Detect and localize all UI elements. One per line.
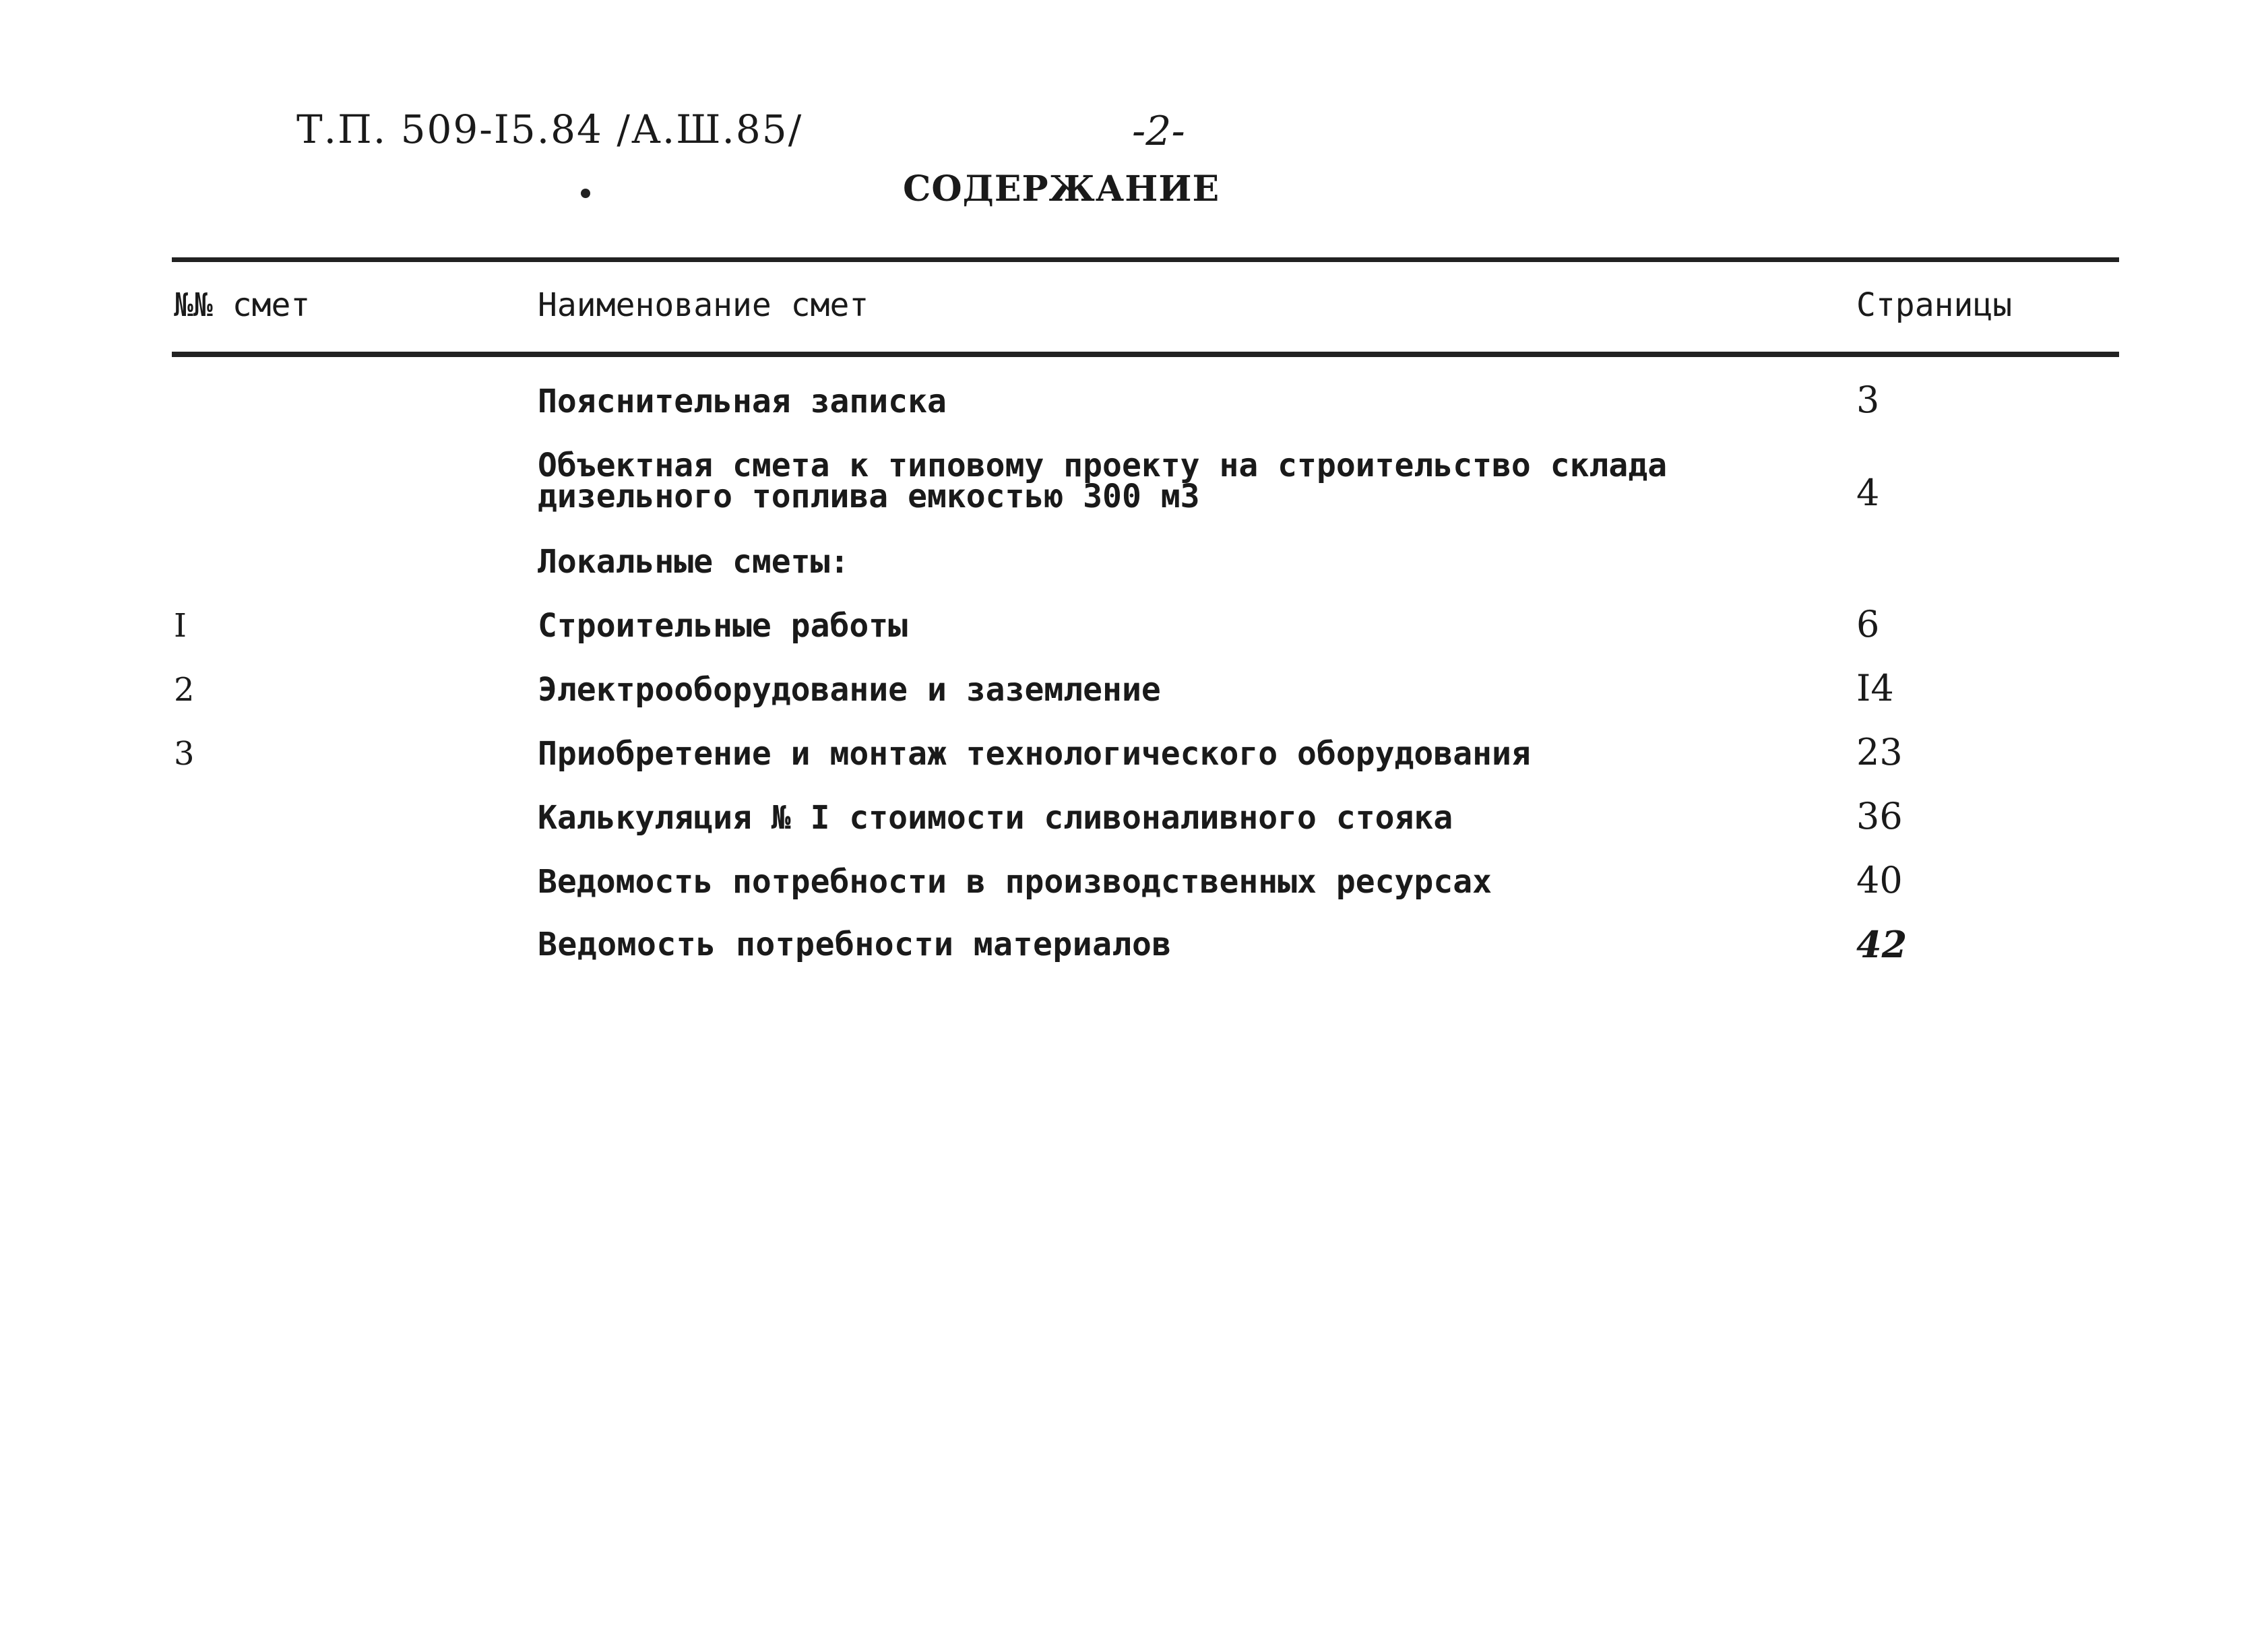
table-top-rule [172,257,2119,262]
page-title: СОДЕРЖАНИЕ [903,168,1220,210]
row-page: 23 [1856,731,1903,773]
bullet-mark [581,189,590,198]
row-name: Строительные работы [538,607,908,645]
table-header-rule [172,352,2119,357]
row-name: Объектная смета к типовому проекту на строительство склада дизельного топлива емкостью 300 м3 [538,447,1668,515]
row-name: Калькуляция № I стоимости сливоналивного стояка [538,799,1453,837]
row-page: 36 [1856,795,1903,837]
column-header-pages: Страницы [1856,286,2013,324]
row-number: 3 [174,735,195,773]
row-page: 3 [1856,379,1880,421]
page-number: -2- [1132,108,1185,155]
row-name: Электрооборудование и заземление [538,671,1161,709]
row-name: Приобретение и монтаж технологического оборудования [538,735,1531,773]
row-page: 42 [1856,923,1908,966]
row-page: 4 [1856,472,1880,514]
row-page: 6 [1856,603,1880,645]
row-name: Ведомость потребности в производственных ресурсах [538,863,1492,901]
row-page: I4 [1856,667,1894,709]
document-code: Т.П. 509-I5.84 /А.Ш.85/ [296,106,803,152]
row-name: Локальные сметы: [538,543,850,581]
row-name: Пояснительная записка [538,383,947,420]
row-number: 2 [174,671,195,709]
row-name: Ведомость потребности материалов [538,926,1172,963]
row-number: I [174,607,187,645]
column-header-number: №№ смет [174,286,311,324]
column-header-name: Наименование смет [538,286,869,324]
row-page: 40 [1856,859,1903,901]
